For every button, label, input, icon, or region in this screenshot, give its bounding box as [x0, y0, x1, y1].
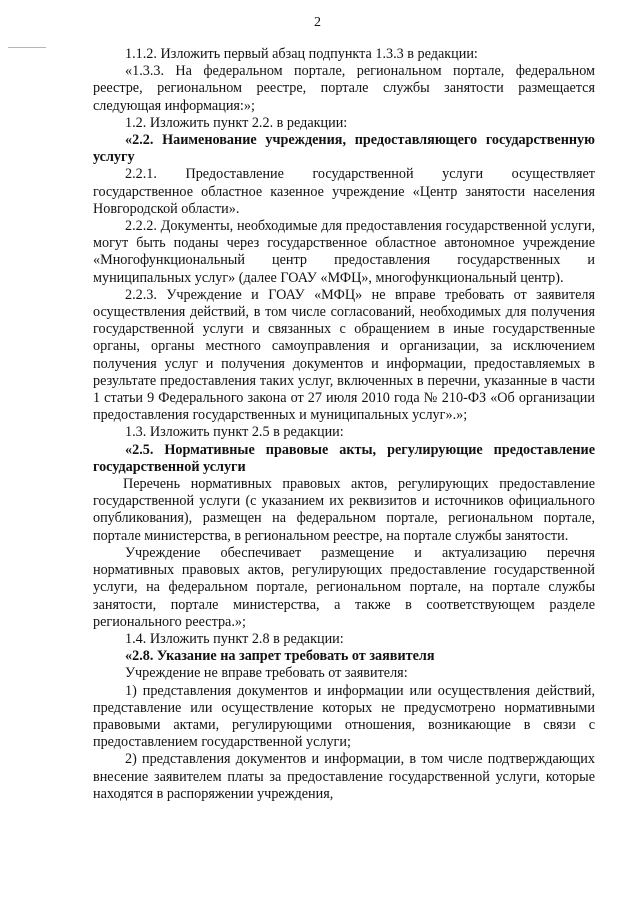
paragraph-2-8-intro: Учреждение не вправе требовать от заявителя:	[125, 665, 408, 682]
paragraph-1-2: 1.2. Изложить пункт 2.2. в редакции:	[125, 114, 348, 131]
paragraph-2-8-item-1: 1) представления документов и информации или осуществления действий, представление или осуществление которых не предусмотрено нормативными правовыми актами, регулирующими отношения, возникающие в связи с предоставлением государственной услуги;	[93, 682, 595, 751]
paragraph-1-1-2: 1.1.2. Изложить первый абзац подпункта 1.3.3 в редакции:	[125, 46, 478, 62]
paragraph-2-5-list: Перечень нормативных правовых актов, регулирующих предоставление государственной услуги (с указанием их реквизитов и источников официального опубликования), размещен на федеральном портале, региональном портале, портале министерства, в региональном реестре, на портале службы занятости.	[93, 476, 595, 544]
heading-2-8: «2.8. Указание на запрет требовать от заявителя	[125, 648, 435, 665]
paragraph-1-4: 1.4. Изложить пункт 2.8 в редакции:	[125, 630, 344, 647]
paragraph-1-3: 1.3. Изложить пункт 2.5 в редакции:	[125, 424, 344, 441]
heading-2-5: «2.5. Нормативные правовые акты, регулирующие предоставление государственной услуги	[93, 441, 595, 475]
paragraph-1-3-3-quote: «1.3.3. На федеральном портале, региональном портале, федеральном реестре, региональном реестре, портале службы занятости размещается следующая информация:»;	[93, 63, 595, 114]
page-number: 2	[314, 15, 321, 30]
document-body	[93, 46, 595, 803]
paragraph-2-8-item-2: 2) представления документов и информации, в том числе подтверждающих внесение заявителем платы за предоставление государственной услуги, которые находятся в распоряжении учреждения,	[93, 751, 595, 802]
heading-2-2: «2.2. Наименование учреждения, предоставляющего государственную услугу	[93, 132, 595, 166]
paragraph-2-2-2: 2.2.2. Документы, необходимые для предоставления государственной услуги, могут быть поданы через государственное областное автономное учреждение «Многофункциональный центр предоставления государственных и муниципальных услуг» (далее ГОАУ «МФЦ», многофункциональный центр).	[93, 218, 595, 286]
margin-mark	[8, 47, 46, 48]
paragraph-2-2-1: 2.2.1. Предоставление государственной услуги осуществляет государственное областное казенное учреждение «Центр занятости населения Новгородской области».	[93, 166, 595, 217]
paragraph-2-5-update: Учреждение обеспечивает размещение и актуализацию перечня нормативных правовых актов, регулирующих предоставление государственной услуги, на федеральном портале, региональном портале, на портале службы занятости, портале министерства, а также в соответствующем разделе регионального реестра.»;	[93, 544, 595, 630]
paragraph-2-2-3: 2.2.3. Учреждение и ГОАУ «МФЦ» не вправе требовать от заявителя осуществления действий, в том числе согласований, необходимых для получения государственной услуги и связанных с обращением в иные государственные органы, органы местного самоуправления и организации, за исключением получения услуг и получения документов и информации, предоставляемых в результате предоставления таких услуг, включенных в перечни, указанные в части 1 статьи 9 Федерального закона от 27 июля 2010 года № 210-ФЗ «Об организации предоставления государственных и муниципальных услуг».»;	[93, 286, 595, 424]
